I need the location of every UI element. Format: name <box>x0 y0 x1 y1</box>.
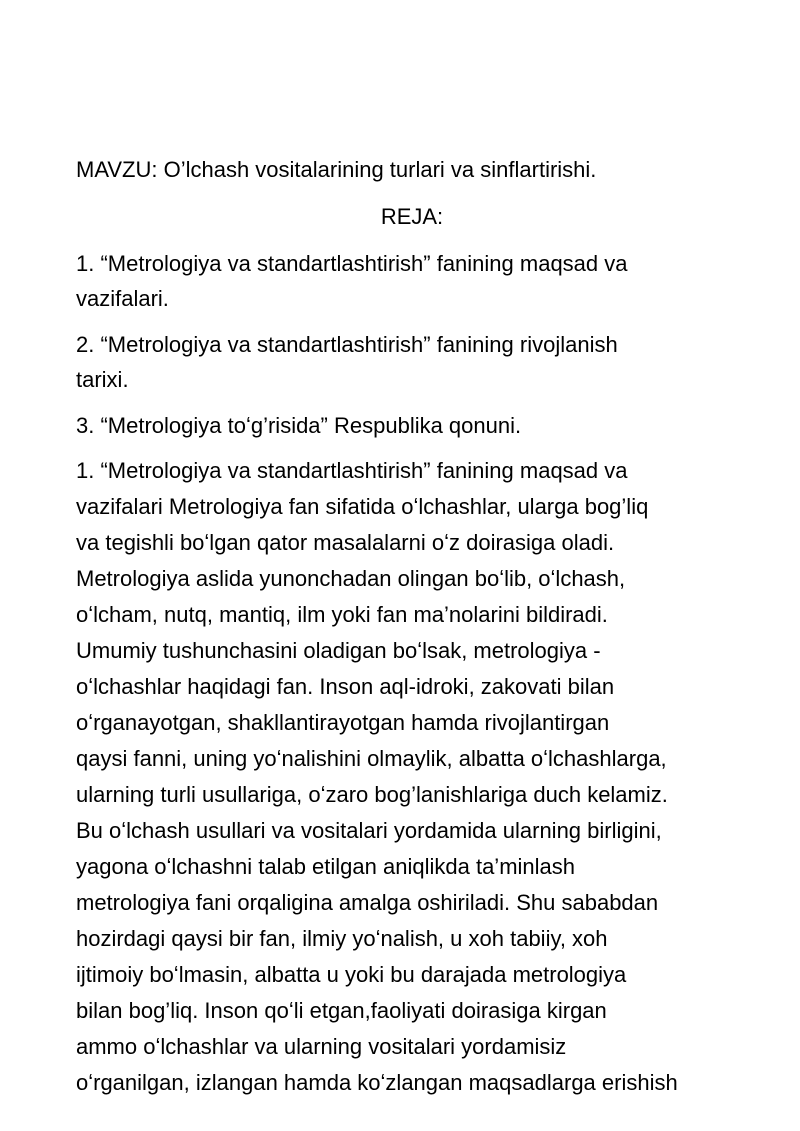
body-line: 1. “Metrologiya va standartlashtirish” fanining maqsad va <box>76 458 628 483</box>
body-line: Bu oʻlchash usullari va vositalari yordamida ularning birligini, <box>76 818 662 843</box>
body-line: metrologiya fani orqaligina amalga oshiriladi. Shu sababdan <box>76 890 659 915</box>
plan-item-line: vazifalari. <box>76 286 169 311</box>
plan-item <box>76 408 746 443</box>
body-line: ijtimoiy boʻlmasin, albatta u yoki bu darajada metrologiya <box>76 962 627 987</box>
body-line: bilan bog’liq. Inson qoʻli etgan,faoliyati doirasiga kirgan <box>76 998 607 1023</box>
body-paragraph <box>76 453 746 1101</box>
document-title: MAVZU: O’lchash vositalarining turlari va sinflartirishi. <box>76 157 597 182</box>
body-line: oʻrganayotgan, shakllantirayotgan hamda rivojlantirgan <box>76 710 610 735</box>
body-line: ammo oʻlchashlar va ularning vositalari yordamisiz <box>76 1034 567 1059</box>
body-line: vazifalari Metrologiya fan sifatida oʻlchashlar, ularga bog’liq <box>76 494 649 519</box>
plan-item <box>76 327 746 397</box>
body-line: hozirdagi qaysi bir fan, ilmiy yoʻnalish, u xoh tabiiy, xoh <box>76 926 608 951</box>
body-line: ularning turli usullariga, oʻzaro bog’lanishlariga duch kelamiz. <box>76 782 668 807</box>
body-line: qaysi fanni, uning yoʻnalishini olmaylik, albatta oʻlchashlarga, <box>76 746 667 771</box>
body-line: Metrologiya aslida yunonchadan olingan boʻlib, oʻlchash, <box>76 566 626 591</box>
body-line: va tegishli boʻlgan qator masalalarni oʻz doirasiga oladi. <box>76 530 615 555</box>
body-line: oʻlchashlar haqidagi fan. Inson aql-idroki, zakovati bilan <box>76 674 615 699</box>
plan-item-line: tarixi. <box>76 367 129 392</box>
body-line: oʻlcham, nutq, mantiq, ilm yoki fan ma’nolarini bildiradi. <box>76 602 608 627</box>
plan-item <box>76 246 746 316</box>
plan-item-line: 3. “Metrologiya toʻg’risida” Respublika qonuni. <box>76 413 522 438</box>
plan-heading: REJA: <box>380 204 444 229</box>
body-line: yagona oʻlchashni talab etilgan aniqlikda ta’minlash <box>76 854 575 879</box>
document-page <box>76 152 746 1110</box>
body-line: oʻrganilgan, izlangan hamda koʻzlangan maqsadlarga erishish <box>76 1070 678 1095</box>
body-line: Umumiy tushunchasini oladigan boʻlsak, metrologiya - <box>76 638 601 663</box>
plan-item-line: 2. “Metrologiya va standartlashtirish” fanining rivojlanish <box>76 332 618 357</box>
plan-item-line: 1. “Metrologiya va standartlashtirish” fanining maqsad va <box>76 251 628 276</box>
